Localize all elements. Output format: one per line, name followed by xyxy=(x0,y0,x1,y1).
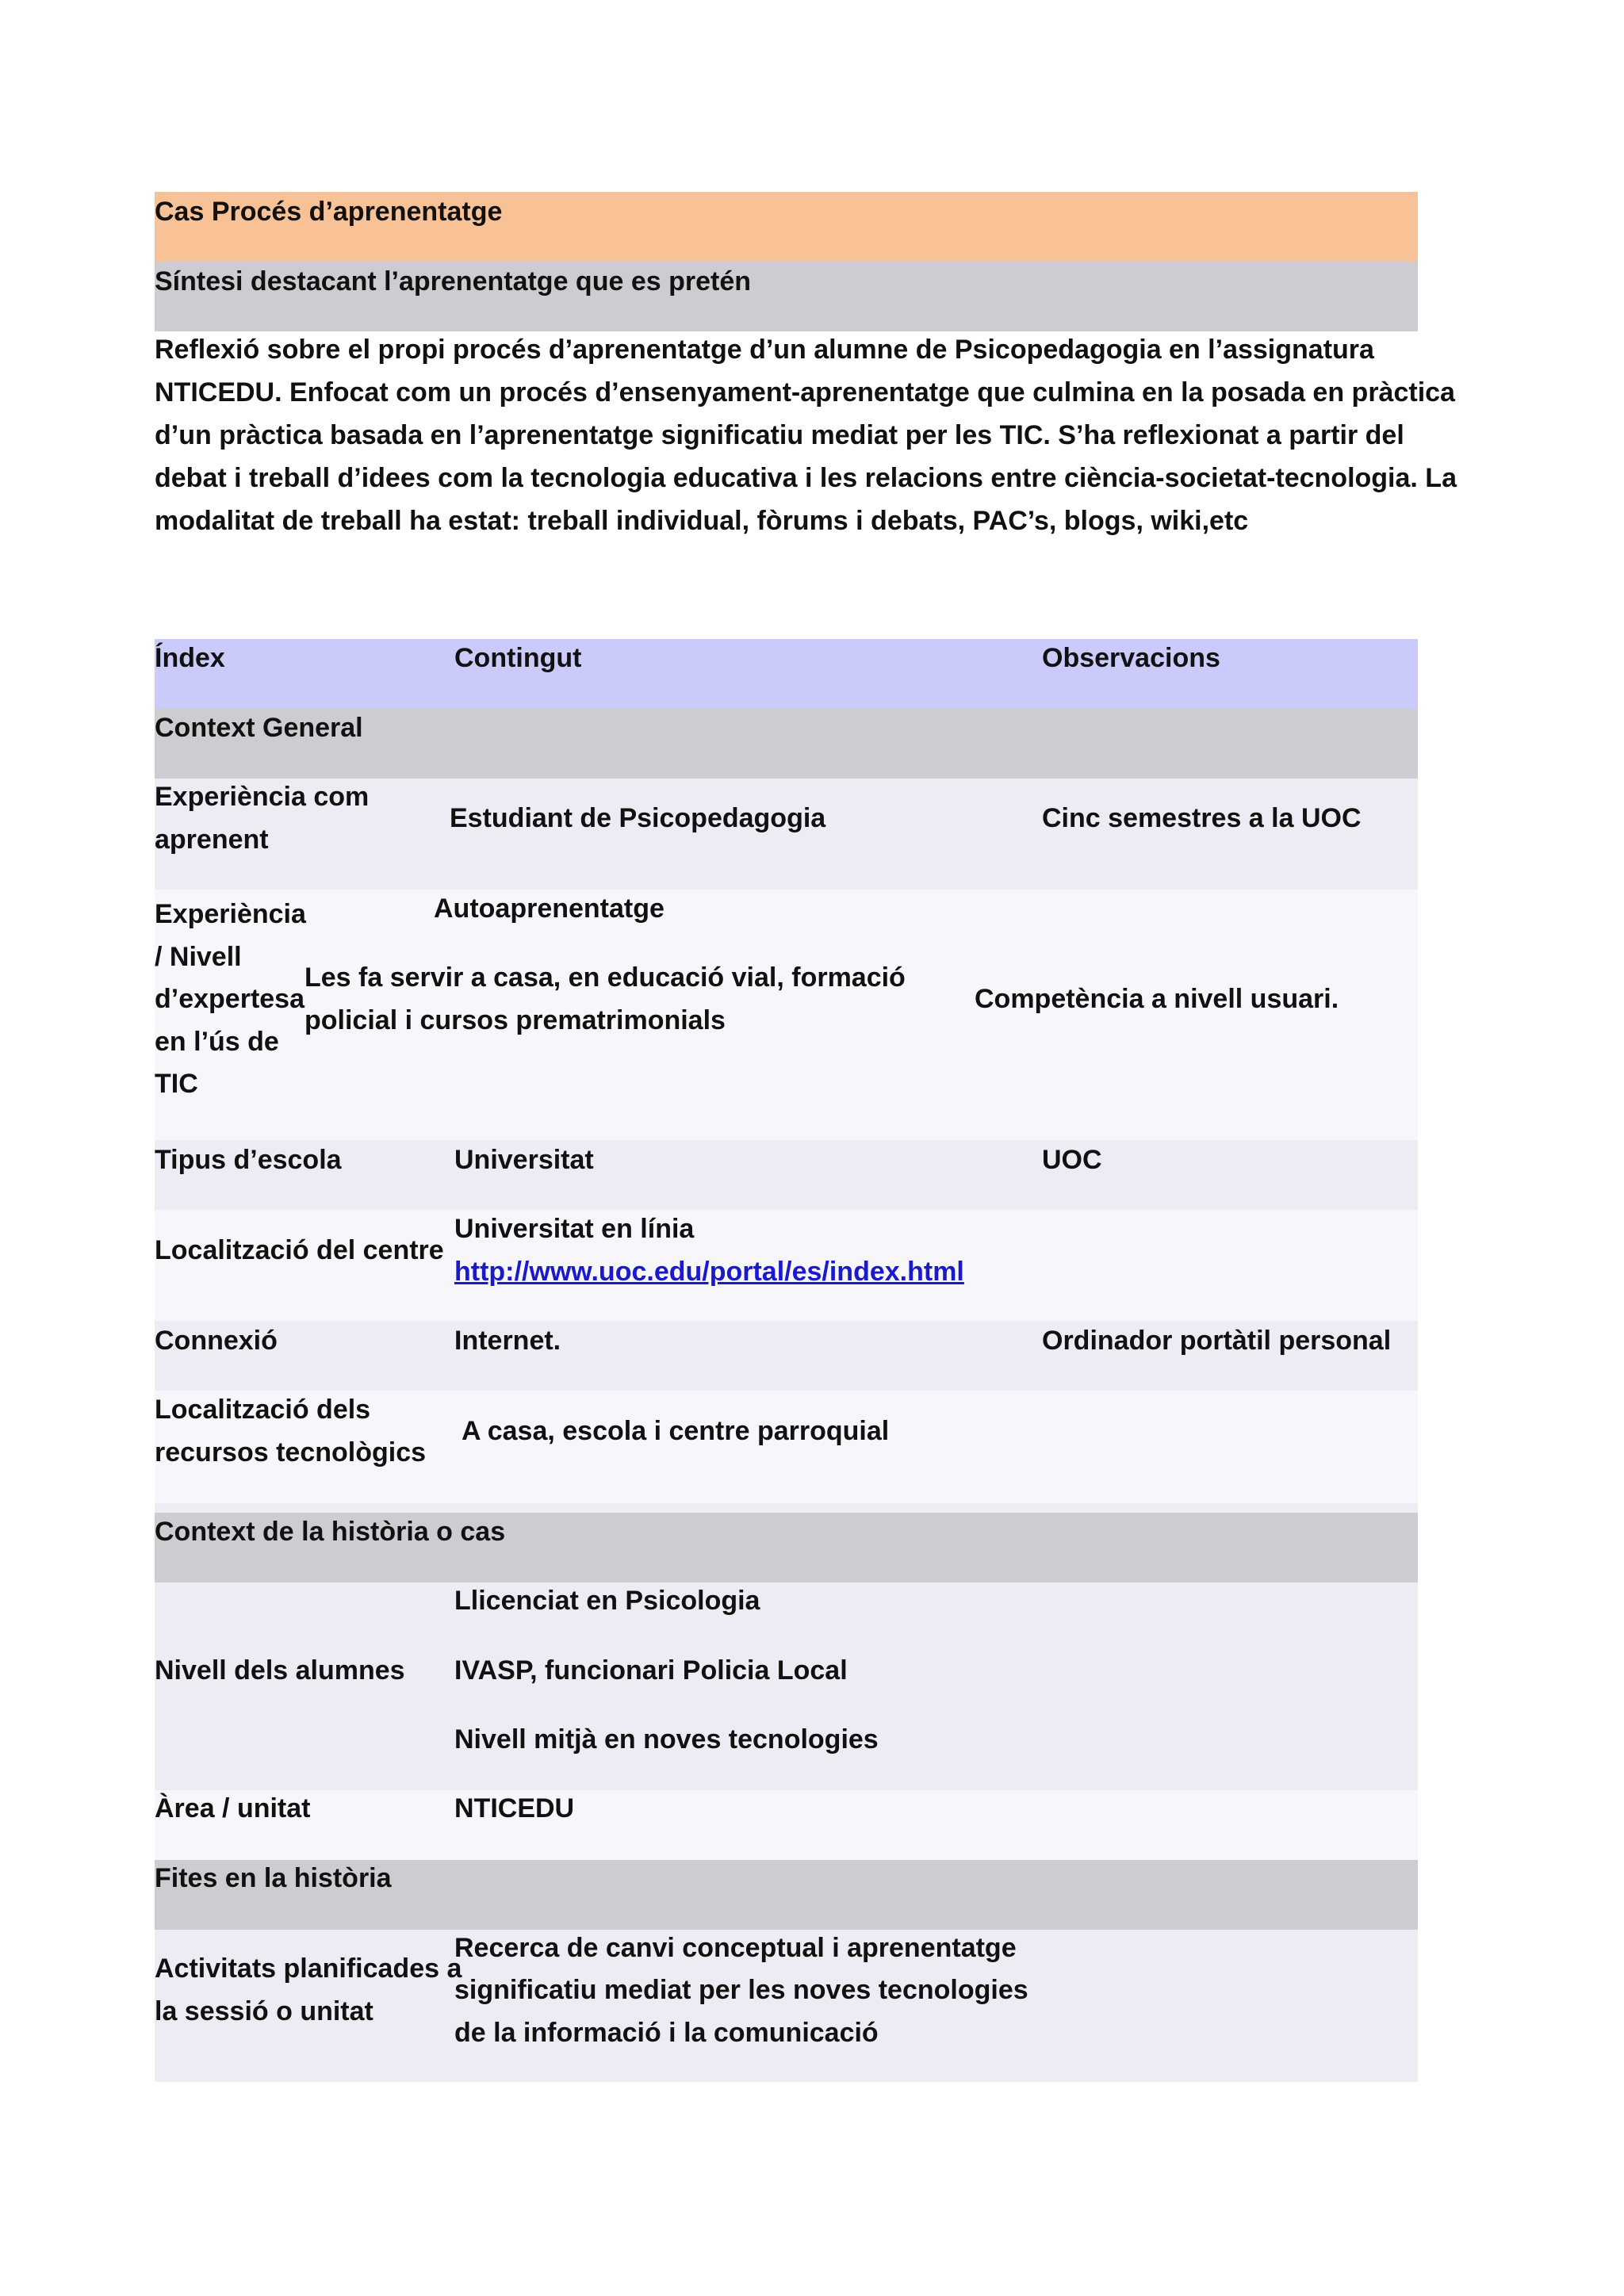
section-title-general: Context General xyxy=(155,713,363,743)
row-label-line: Localització dels xyxy=(155,1395,371,1425)
section-title-historia: Context de la història o cas xyxy=(155,1517,506,1547)
document-title: Cas Procés d’aprenentatge xyxy=(155,197,503,227)
row-content: A casa, escola i centre parroquial xyxy=(462,1416,890,1446)
row-content-line: Les fa servir a casa, en educació vial, formació xyxy=(304,962,906,993)
row-content-line: significatiu mediat per les noves tecnologies xyxy=(454,1975,1028,2005)
column-header-content: Contingut xyxy=(454,643,582,673)
row-content: Estudiant de Psicopedagogia xyxy=(450,803,826,833)
table-header-band xyxy=(155,639,1418,709)
row-content-line: Llicenciat en Psicologia xyxy=(454,1586,760,1616)
row-label: Localització del centre xyxy=(155,1235,444,1265)
row-observations: Ordinador portàtil personal xyxy=(1042,1326,1392,1356)
row-observations: Cinc semestres a la UOC xyxy=(1042,803,1362,833)
row-label-line: la sessió o unitat xyxy=(155,1996,373,2026)
row-content: Universitat xyxy=(454,1145,594,1175)
row-content-line: Recerca de canvi conceptual i aprenentatge xyxy=(454,1933,1017,1963)
column-header-index: Índex xyxy=(155,643,225,673)
row-label-line: Experiència com xyxy=(155,782,370,812)
row-label-line: TIC xyxy=(155,1069,198,1099)
summary-paragraph xyxy=(155,328,1457,542)
row-label: Nivell dels alumnes xyxy=(155,1655,405,1686)
row-content: Universitat en línia xyxy=(454,1214,695,1244)
row-content-line: de la informació i la comunicació xyxy=(454,2018,879,2048)
summary-line: NTICEDU. Enfocat com un procés d’ensenyament-aprenentatge que culmina en la posada en pràctica xyxy=(155,377,1455,408)
synthesis-heading: Síntesi destacant l’aprenentatge que es pretén xyxy=(155,266,752,297)
row-observations: UOC xyxy=(1042,1145,1102,1175)
row-label: Tipus d’escola xyxy=(155,1145,342,1175)
summary-line: d’un pràctica basada en l’aprenentatge significatiu mediat per les TIC. S’ha reflexionat a partir del xyxy=(155,420,1404,450)
row-label: Àrea / unitat xyxy=(155,1793,311,1823)
row-content: NTICEDU xyxy=(454,1793,575,1823)
row-observations: Competència a nivell usuari. xyxy=(975,984,1339,1014)
table-row xyxy=(155,1790,1418,1860)
row-label: Connexió xyxy=(155,1326,278,1356)
row-label-line: / Nivell xyxy=(155,942,242,972)
row-label-line: Activitats planificades a xyxy=(155,1954,462,1984)
row-content: Internet. xyxy=(454,1326,561,1356)
summary-line: debat i treball d’idees com la tecnologia educativa i les relacions entre ciència-societat-tecnologia. La xyxy=(155,463,1457,493)
uoc-portal-link[interactable]: http://www.uoc.edu/portal/es/index.html xyxy=(454,1257,964,1287)
row-label-line: Experiència xyxy=(155,899,306,929)
row-label-line: d’expertesa xyxy=(155,984,304,1014)
row-label-line: aprenent xyxy=(155,825,269,855)
row-content-line: IVASP, funcionari Policia Local xyxy=(454,1655,848,1686)
row-content-heading: Autoaprenentatge xyxy=(434,894,665,924)
row-label-line: recursos tecnològics xyxy=(155,1437,427,1468)
summary-line: modalitat de treball ha estat: treball individual, fòrums i debats, PAC’s, blogs, wiki,etc xyxy=(155,506,1249,536)
row-content-line: policial i cursos prematrimonials xyxy=(304,1005,726,1035)
row-content-line: Nivell mitjà en noves tecnologies xyxy=(454,1724,879,1755)
column-header-observations: Observacions xyxy=(1042,643,1220,673)
section-title-fites: Fites en la història xyxy=(155,1863,392,1893)
table-row xyxy=(155,1140,1418,1210)
summary-line: Reflexió sobre el propi procés d’aprenentatge d’un alumne de Psicopedagogia en l’assignatura xyxy=(155,335,1374,365)
row-label-line: en l’ús de xyxy=(155,1027,279,1057)
